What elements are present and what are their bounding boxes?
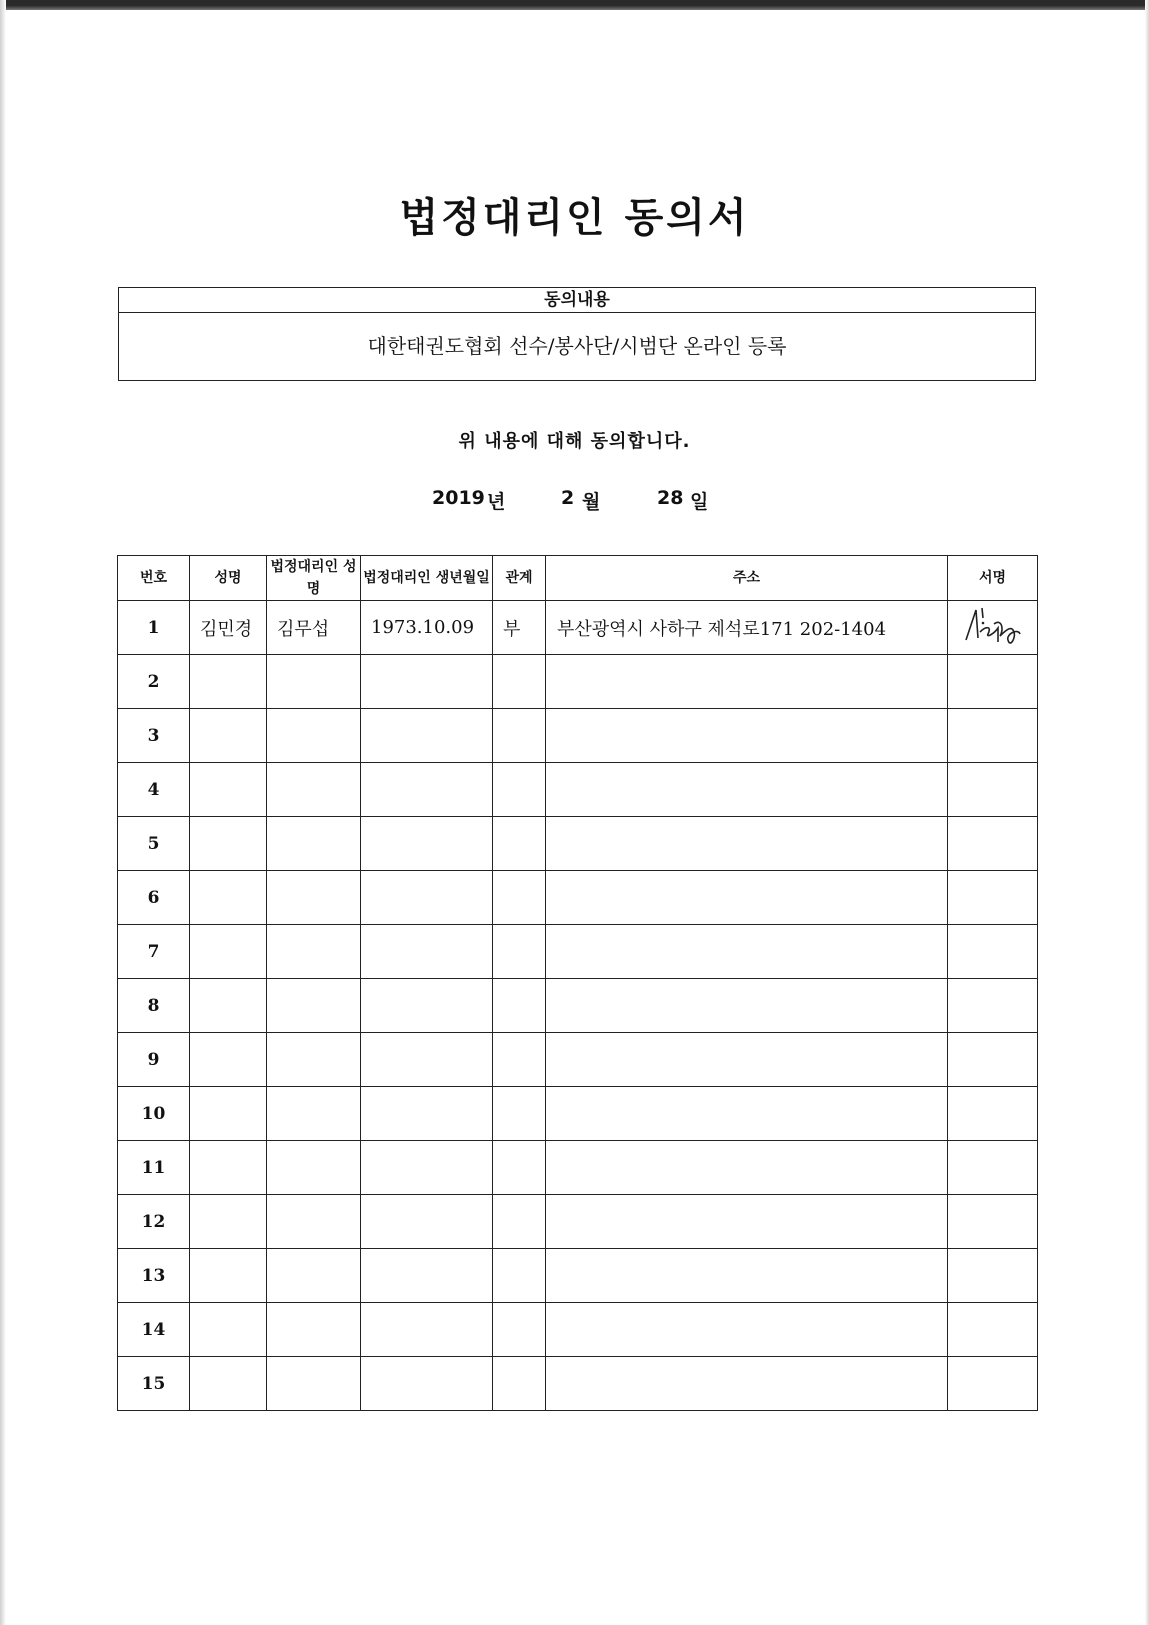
date-month: 2 bbox=[561, 487, 575, 509]
date-month-unit: 월 bbox=[582, 491, 601, 513]
cell-relation bbox=[493, 979, 546, 1033]
table-header-row bbox=[118, 556, 1038, 601]
header-signature: 서명 bbox=[948, 556, 1038, 601]
table-row bbox=[118, 1141, 1038, 1195]
table-row bbox=[118, 1087, 1038, 1141]
signature-cell bbox=[948, 1141, 1038, 1195]
cell-number: 4 bbox=[118, 763, 190, 817]
signature-cell bbox=[948, 763, 1038, 817]
table-row bbox=[118, 817, 1038, 871]
cell-relation bbox=[493, 1087, 546, 1141]
cell-name bbox=[190, 925, 267, 979]
signature-cell bbox=[948, 817, 1038, 871]
cell-guardian-name bbox=[267, 763, 361, 817]
cell-address bbox=[546, 817, 948, 871]
cell-address bbox=[546, 1033, 948, 1087]
signature-cell bbox=[948, 925, 1038, 979]
cell-relation bbox=[493, 709, 546, 763]
cell-guardian-birth bbox=[361, 1249, 493, 1303]
cell-name bbox=[190, 1141, 267, 1195]
cell-number: 10 bbox=[118, 1087, 190, 1141]
table-row bbox=[118, 871, 1038, 925]
cell-name bbox=[190, 1195, 267, 1249]
cell-relation bbox=[493, 1141, 546, 1195]
cell-guardian-name bbox=[267, 1033, 361, 1087]
cell-relation bbox=[493, 817, 546, 871]
date-day: 28 bbox=[657, 487, 684, 509]
cell-number: 8 bbox=[118, 979, 190, 1033]
cell-guardian-birth bbox=[361, 655, 493, 709]
signature-cell bbox=[948, 1303, 1038, 1357]
cell-number: 13 bbox=[118, 1249, 190, 1303]
cell-number: 5 bbox=[118, 817, 190, 871]
cell-number: 12 bbox=[118, 1195, 190, 1249]
cell-guardian-name bbox=[267, 709, 361, 763]
cell-relation: 부 bbox=[493, 601, 546, 655]
agreement-statement: 위 내용에 대해 동의합니다. bbox=[458, 431, 691, 452]
consent-header: 동의내용 bbox=[119, 288, 1035, 313]
cell-guardian-name bbox=[267, 925, 361, 979]
page-title: 법정대리인 동의서 bbox=[399, 195, 750, 241]
signature-cell bbox=[948, 655, 1038, 709]
date-day-unit: 일 bbox=[690, 491, 709, 513]
cell-number: 7 bbox=[118, 925, 190, 979]
cell-guardian-name bbox=[267, 817, 361, 871]
cell-address bbox=[546, 1303, 948, 1357]
signature-cell bbox=[948, 871, 1038, 925]
cell-number: 2 bbox=[118, 655, 190, 709]
table-row bbox=[118, 1033, 1038, 1087]
signature-cell bbox=[948, 979, 1038, 1033]
cell-name bbox=[190, 1249, 267, 1303]
cell-guardian-birth bbox=[361, 1087, 493, 1141]
cell-relation bbox=[493, 1195, 546, 1249]
cell-address: 부산광역시 사하구 제석로171 202-1404 bbox=[546, 601, 948, 655]
header-guardian-birth: 법정대리인 생년월일 bbox=[361, 556, 493, 601]
guardian-table bbox=[117, 555, 1038, 1411]
signature-cell bbox=[948, 1357, 1038, 1411]
cell-name bbox=[190, 1303, 267, 1357]
cell-number: 1 bbox=[118, 601, 190, 655]
cell-guardian-birth bbox=[361, 709, 493, 763]
cell-relation bbox=[493, 871, 546, 925]
cell-number: 9 bbox=[118, 1033, 190, 1087]
cell-guardian-birth bbox=[361, 1141, 493, 1195]
scan-edge-right bbox=[1145, 0, 1149, 1625]
cell-address bbox=[546, 655, 948, 709]
cell-guardian-birth bbox=[361, 1357, 493, 1411]
signature-cell bbox=[948, 709, 1038, 763]
signature-cell bbox=[948, 1033, 1038, 1087]
cell-name bbox=[190, 1357, 267, 1411]
table-row bbox=[118, 1195, 1038, 1249]
table-row bbox=[118, 763, 1038, 817]
scan-edge-left bbox=[0, 0, 6, 1625]
cell-number: 15 bbox=[118, 1357, 190, 1411]
cell-guardian-name: 김무섭 bbox=[267, 601, 361, 655]
table-row bbox=[118, 709, 1038, 763]
table-row bbox=[118, 979, 1038, 1033]
cell-name bbox=[190, 709, 267, 763]
cell-name bbox=[190, 655, 267, 709]
cell-address bbox=[546, 1141, 948, 1195]
scan-edge-top bbox=[0, 0, 1149, 10]
table-row bbox=[118, 1357, 1038, 1411]
cell-address bbox=[546, 1249, 948, 1303]
cell-relation bbox=[493, 1303, 546, 1357]
cell-name bbox=[190, 1033, 267, 1087]
cell-address bbox=[546, 1087, 948, 1141]
header-name: 성명 bbox=[190, 556, 267, 601]
header-guardian-name: 법정대리인 성명 bbox=[267, 556, 361, 601]
cell-guardian-name bbox=[267, 1087, 361, 1141]
cell-name bbox=[190, 817, 267, 871]
cell-number: 6 bbox=[118, 871, 190, 925]
header-address: 주소 bbox=[546, 556, 948, 601]
date-year: 2019 bbox=[432, 487, 485, 509]
cell-name bbox=[190, 979, 267, 1033]
consent-box bbox=[118, 287, 1036, 381]
cell-guardian-name bbox=[267, 1357, 361, 1411]
cell-address bbox=[546, 871, 948, 925]
cell-guardian-birth bbox=[361, 763, 493, 817]
cell-name bbox=[190, 871, 267, 925]
cell-guardian-birth bbox=[361, 1303, 493, 1357]
cell-guardian-name bbox=[267, 1195, 361, 1249]
table-body bbox=[118, 601, 1038, 1411]
signature-cell bbox=[948, 1249, 1038, 1303]
handwritten-signature-icon bbox=[958, 604, 1028, 652]
cell-guardian-name bbox=[267, 655, 361, 709]
table-row bbox=[118, 655, 1038, 709]
cell-address bbox=[546, 763, 948, 817]
cell-guardian-birth bbox=[361, 871, 493, 925]
cell-relation bbox=[493, 655, 546, 709]
table-row bbox=[118, 1249, 1038, 1303]
cell-number: 14 bbox=[118, 1303, 190, 1357]
cell-relation bbox=[493, 1357, 546, 1411]
signature-cell bbox=[948, 1195, 1038, 1249]
header-number: 번호 bbox=[118, 556, 190, 601]
signature-cell bbox=[948, 601, 1038, 655]
date-year-unit: 년 bbox=[487, 491, 506, 513]
cell-guardian-birth bbox=[361, 1195, 493, 1249]
cell-guardian-birth bbox=[361, 817, 493, 871]
cell-number: 11 bbox=[118, 1141, 190, 1195]
cell-relation bbox=[493, 763, 546, 817]
cell-guardian-name bbox=[267, 1303, 361, 1357]
cell-name: 김민경 bbox=[190, 601, 267, 655]
cell-relation bbox=[493, 1033, 546, 1087]
table-row bbox=[118, 601, 1038, 655]
table-row bbox=[118, 925, 1038, 979]
cell-number: 3 bbox=[118, 709, 190, 763]
cell-relation bbox=[493, 1249, 546, 1303]
cell-address bbox=[546, 1195, 948, 1249]
cell-guardian-birth bbox=[361, 979, 493, 1033]
cell-name bbox=[190, 763, 267, 817]
cell-name bbox=[190, 1087, 267, 1141]
cell-address bbox=[546, 925, 948, 979]
cell-address bbox=[546, 1357, 948, 1411]
consent-content: 대한태권도협회 선수/봉사단/시범단 온라인 등록 bbox=[367, 334, 787, 358]
signature-cell bbox=[948, 1087, 1038, 1141]
cell-address bbox=[546, 979, 948, 1033]
cell-guardian-birth: 1973.10.09 bbox=[361, 601, 493, 655]
cell-guardian-name bbox=[267, 979, 361, 1033]
cell-guardian-name bbox=[267, 1141, 361, 1195]
cell-guardian-name bbox=[267, 871, 361, 925]
cell-relation bbox=[493, 925, 546, 979]
table-row bbox=[118, 1303, 1038, 1357]
header-relation: 관계 bbox=[493, 556, 546, 601]
cell-address bbox=[546, 709, 948, 763]
cell-guardian-birth bbox=[361, 1033, 493, 1087]
cell-guardian-birth bbox=[361, 925, 493, 979]
cell-guardian-name bbox=[267, 1249, 361, 1303]
